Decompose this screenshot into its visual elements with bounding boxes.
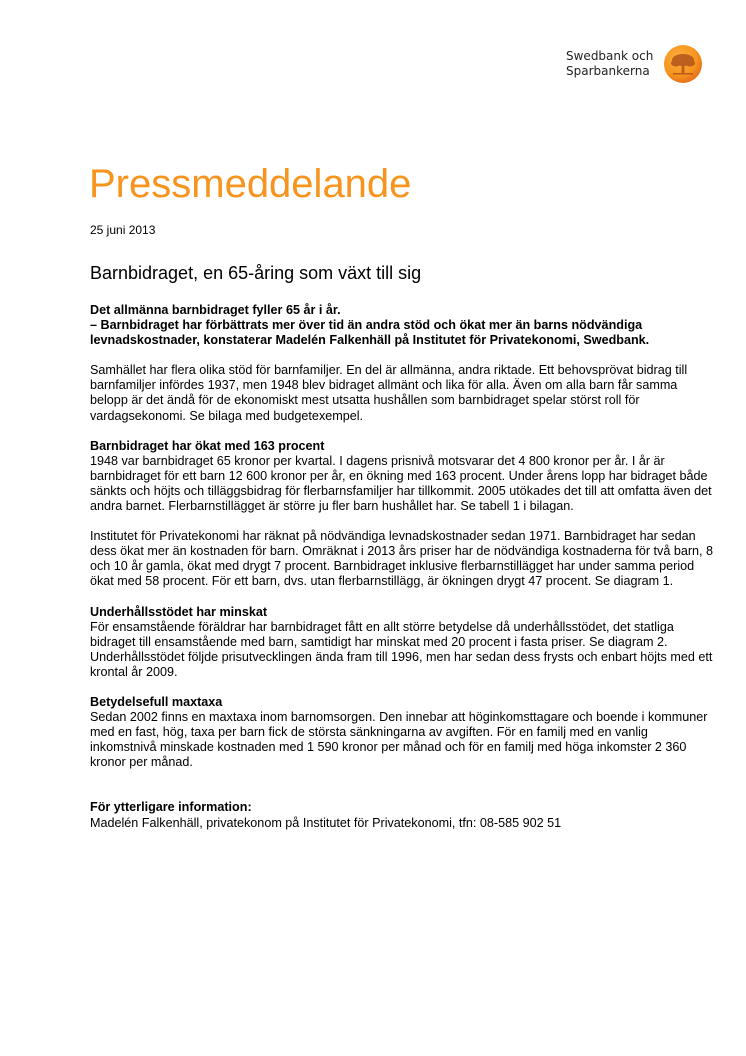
- press-body: [90, 303, 716, 831]
- contact-heading: För ytterligare information:: [90, 800, 252, 815]
- contact-text: Madelén Falkenhäll, privatekonom på Institutet för Privatekonomi, tfn: 08-585 902 51: [90, 815, 562, 830]
- section-heading: Betydelsefull maxtaxa: [90, 694, 223, 709]
- section-maxtaxa: [90, 695, 716, 770]
- swedbank-logo: [566, 44, 716, 84]
- section-levnadskostnader: [90, 529, 716, 589]
- section-text: Sedan 2002 finns en maxtaxa inom barnomsorgen. Den innebar att höginkomsttagare och boende i kommuner med en fast, hög, taxa per barn fick de största sänkningarna av avgiften. För en familj med en vanlig inkomstnivå minskade kostnaden med 1 590 kronor per månad och för en familj med höga inkomster 2 360 kronor per månad.: [90, 710, 708, 770]
- contact-block: [90, 800, 716, 830]
- section-heading: Barnbidraget har ökat med 163 procent: [90, 438, 325, 453]
- document-title: Pressmeddelande: [89, 162, 412, 206]
- section-text: 1948 var barnbidraget 65 kronor per kvartal. I dagens prisnivå motsvarar det 4 800 kronor per år. I år är barnbidraget för ett barn 12 600 kronor per år, en ökning med 163 procent. Under årens lopp har bidraget både sänkts och höjts och tilläggsbidrag för flerbarnsfamiljer har tillkommit. 2005 utökades det till att omfatta även det andra barnet. Flerbarnstillägget är större ju fler barn hushållet har. Se tabell 1 i bilagan.: [90, 453, 712, 514]
- logo-line-2: Sparbankerna: [566, 64, 650, 78]
- lead-line-2: – Barnbidraget har förbättrats mer över tid än andra stöd och ökat mer än barns nödvändiga levnadskostnader, konstaterar Madelén Falkenhäll på Institutet för Privatekonomi, Swedbank.: [90, 318, 650, 348]
- logo-text: [566, 49, 653, 79]
- section-text: För ensamstående föräldrar har barnbidraget fått en allt större betydelse då underhållsstödet, det statliga bidraget till ensamstående med barn, samtidigt har minskat med 20 procent i fasta priser. Se diagram 2. Underhållsstödet följde prisutvecklingen ända fram till 1996, men har sedan dess frysts och enbart höjts med ett krontal år 2009.: [90, 619, 713, 679]
- press-date: 25 juni 2013: [90, 223, 156, 237]
- lead-block: [90, 303, 716, 348]
- section-underhallsstodet: [90, 605, 716, 680]
- section-heading: Underhållsstödet har minskat: [90, 604, 268, 619]
- section-barnbidraget: [90, 439, 716, 514]
- logo-line-1: Swedbank och: [566, 49, 654, 63]
- section-text: Institutet för Privatekonomi har räknat på nödvändiga levnadskostnader sedan 1971. Barnbidraget har sedan dess ökat mer än kostnaden för barn. Omräknat i 2013 års priser har de nödvändiga kostnaderna för två barn, 8 och 10 år gamla, ökat med drygt 7 procent. Barnbidraget inklusive flerbarnstillägget har under samma period ökat med 58 procent. För ett barn, dvs. utan flerbarnstillägg, är ökningen drygt 47 procent. Se diagram 1.: [90, 529, 714, 589]
- intro-paragraph: Samhället har flera olika stöd för barnfamiljer. En del är allmänna, andra riktade. Ett behovsprövat bidrag till barnfamiljer infördes 1937, men 1948 blev bidraget allmänt och lika för alla. Även om alla barn får samma belopp är det ändå för de ekonomiskt mest utsatta hushållen som barnbidraget spelar störst roll för vardagsekonomi. Se bilaga med budgetexempel.: [90, 363, 688, 423]
- oak-tree-logo-icon: [663, 44, 703, 84]
- press-headline: Barnbidraget, en 65-åring som växt till sig: [90, 263, 422, 283]
- lead-line-1: Det allmänna barnbidraget fyller 65 år i år.: [90, 303, 341, 317]
